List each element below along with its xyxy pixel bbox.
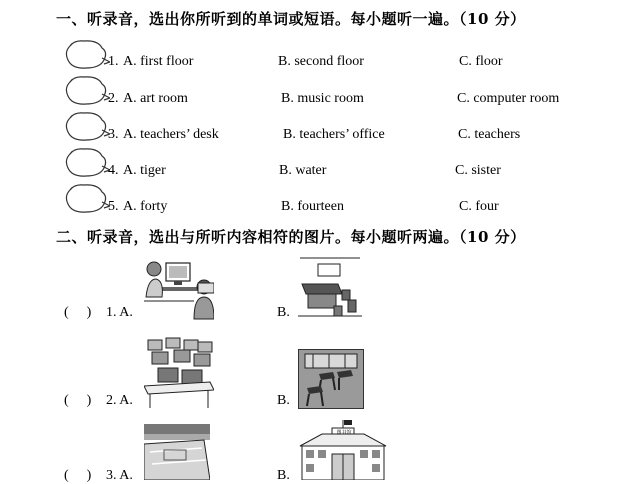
playground-picture: [144, 424, 210, 480]
answer-blank: ( ): [64, 468, 92, 483]
computer-room-picture: [144, 336, 214, 408]
option-b: B. teachers’ office: [283, 127, 385, 142]
question-number: 2.: [108, 91, 119, 106]
option-a: A. first floor: [123, 54, 194, 69]
option-c: C. teachers: [458, 127, 521, 142]
question-number: 5.: [108, 199, 119, 214]
option-a: A. tiger: [123, 163, 166, 178]
answer-bubble-icon: [64, 146, 110, 180]
option-b: B. water: [279, 163, 327, 178]
option-c: C. floor: [459, 54, 503, 69]
section-2-title: 二、听录音，选出与所听内容相符的图片。每小题听两遍。（10 分）: [56, 228, 526, 246]
item-label: 2. A.: [106, 393, 133, 408]
answer-bubble-icon: [64, 74, 110, 108]
question-number: 1.: [108, 54, 119, 69]
computer-class-picture: [144, 257, 214, 321]
library-sign: 图书馆: [336, 430, 352, 436]
option-b: B. fourteen: [281, 199, 344, 214]
question-number: 4.: [108, 163, 119, 178]
option-b: B. second floor: [278, 54, 364, 69]
option-b-label: B.: [277, 468, 290, 483]
question-number: 3.: [108, 127, 119, 142]
option-b: B. music room: [281, 91, 364, 106]
option-c: C. sister: [455, 163, 501, 178]
option-c: C. four: [459, 199, 499, 214]
answer-blank: ( ): [64, 393, 92, 408]
option-a: A. forty: [123, 199, 168, 214]
teachers-desk-picture: [298, 254, 362, 318]
option-b-label: B.: [277, 305, 290, 320]
option-b-label: B.: [277, 393, 290, 408]
item-label: 3. A.: [106, 468, 133, 483]
library-building-picture: [298, 420, 388, 480]
classroom-chairs-picture: [298, 349, 364, 409]
option-a: A. art room: [123, 91, 188, 106]
answer-blank: ( ): [64, 305, 92, 320]
answer-bubble-icon: [64, 182, 110, 216]
section-1-title: 一、听录音，选出你所听到的单词或短语。每小题听一遍。（10 分）: [56, 10, 526, 28]
item-label: 1. A.: [106, 305, 133, 320]
answer-bubble-icon: [64, 38, 110, 72]
option-c: C. computer room: [457, 91, 560, 106]
answer-bubble-icon: [64, 110, 110, 144]
option-a: A. teachers’ desk: [123, 127, 219, 142]
